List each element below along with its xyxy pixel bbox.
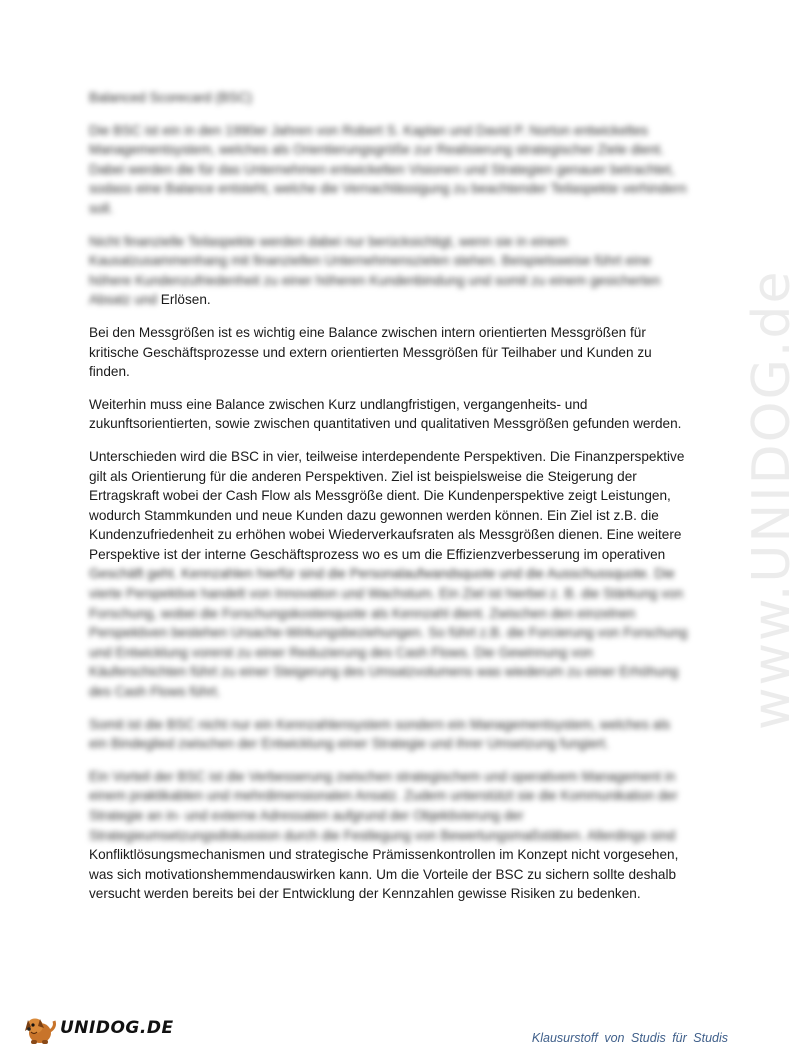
paragraph-advantages-clear: Konfliktlösungsmechanismen und strategische Prämissenkontrollen im Konzept nicht vorgesehen, was sich motivationshemmendauswirken kann. Um die Vorteile der BSC zu sichern sollte deshalb versucht werden bereits bei der Entwicklung der Kennzahlen gewisse Risiken zu bedenken. — [89, 847, 679, 902]
document-body — [89, 88, 689, 917]
paragraph-nonfinancial-blurred: Nicht finanzielle Teilaspekte werden dabei nur berücksichtigt, wenn sie in einem Kausalzusammenhang mit finanziellen Unternehmenszielen stehen. Beispielsweise führt eine höhere Kundenzufriedenheit zu einer höheren Kundenbindung und somit zu einem gesicherten Absatz und — [89, 233, 661, 308]
footer-tagline: Klausurstoff von Studis für Studis — [531, 1031, 728, 1045]
paragraph-nonfinancial — [89, 232, 689, 310]
paragraph-measures: Bei den Messgrößen ist es wichtig eine Balance zwischen intern orientierten Messgrößen für kritische Geschäftsprozesse und extern orientierten Messgrößen für Teilhaber und Kunden zu finden. — [89, 324, 652, 380]
paragraph-perspectives-partial: Geschäft geht. Kennzahlen hierfür sind die Personalaufwandsquote und die Ausschussquote. Die — [89, 566, 675, 582]
paragraph-perspectives-blurred: vierte Perspektive handelt von Innovation und Wachstum. Ein Ziel ist hierbei z. B. die Stärkung von Forschung, wobei die Forschungskostenquote als Kennzahl dient. Zwischen den einzelnen Perspektiven bestehen Ursache-Wirkungsbeziehungen. So führt z.B. die Forcierung von Forschung und Entwicklung vorerst zu einer Reduzierung des Cash Flows. Die Gewinnung von Käuferschichten führt zu einer Steigerung des Umsatzvolumens was wiederum zu einer Erhöhung des Cash Flows führt. — [89, 586, 688, 700]
paragraph-perspectives-clear: Unterschieden wird die BSC in vier, teilweise interdependente Perspektiven. Die Finanzperspektive gilt als Orientierung für die anderen Perspektiven. Ziel ist beispielsweise die Steigerung der Ertragskraft wobei der Cash Flow als Messgröße dient. Die Kundenperspektive zeigt Leistungen, wodurch Stammkunden und neue Kunden dazu gewonnen werden können. Ein Ziel ist z.B. die Kundenzufriedenheit zu erhöhen wobei Wiederverkaufsraten als Messgrößen dienen. Eine weitere Perspektive ist der interne Geschäftsprozess wo es um die Effizienzverbesserung im operativen — [89, 448, 685, 562]
paragraph-advantages — [89, 767, 689, 904]
watermark-text: www.UNIDOG.de — [742, 269, 802, 730]
paragraph-summary: Somit ist die BSC nicht nur ein Kennzahlensystem sondern ein Managementsystem, welches als ein Bindeglied zwischen der Entwicklung einer Strategie und ihrer Umsetzung fungiert. — [89, 716, 671, 752]
paragraph-nonfinancial-clear: Erlösen. — [160, 292, 211, 308]
logo-text: UNIDOG.DE — [60, 1018, 174, 1038]
unidog-logo[interactable] — [22, 1011, 174, 1045]
paragraph-perspectives — [89, 447, 689, 702]
dog-mascot-icon — [22, 1011, 58, 1045]
document-title: Balanced Scorecard (BSC) — [89, 90, 253, 105]
paragraph-advantages-blurred: Ein Vorteil der BSC ist die Verbesserung zwischen strategischem und operativem Management in einem praktikablen und mehrdimensionalen Ansatz. Zudem unterstützt sie die Kommunikation der Strategie an in- und externe Adressaten aufgrund der Objektivierung der Strategieumsetzungsdiskussion durch die Festlegung von Bewertungsmaßstäben. Allerdings sind — [89, 768, 678, 843]
watermark — [690, 269, 802, 740]
paragraph-intro: Die BSC ist ein in den 1990er Jahren von Robert S. Kaplan und David P. Norton entwickeltes Managementsystem, welches als Orientierungsgröße zur Realisierung strategischer Ziele dient. Dabei werden die für das Unternehmen entwickelten Visionen und Strategien genauer betrachtet, sodass eine Balance entsteht, welche die Vernachlässigung zu beachtender Teilaspekte verhindern soll. — [89, 122, 687, 216]
paragraph-balance: Weiterhin muss eine Balance zwischen Kurz undlangfristigen, vergangenheits- und zukunftsorientierten, sowie zwischen quantitativen und qualitativen Messgrößen gefunden werden. — [89, 396, 682, 432]
